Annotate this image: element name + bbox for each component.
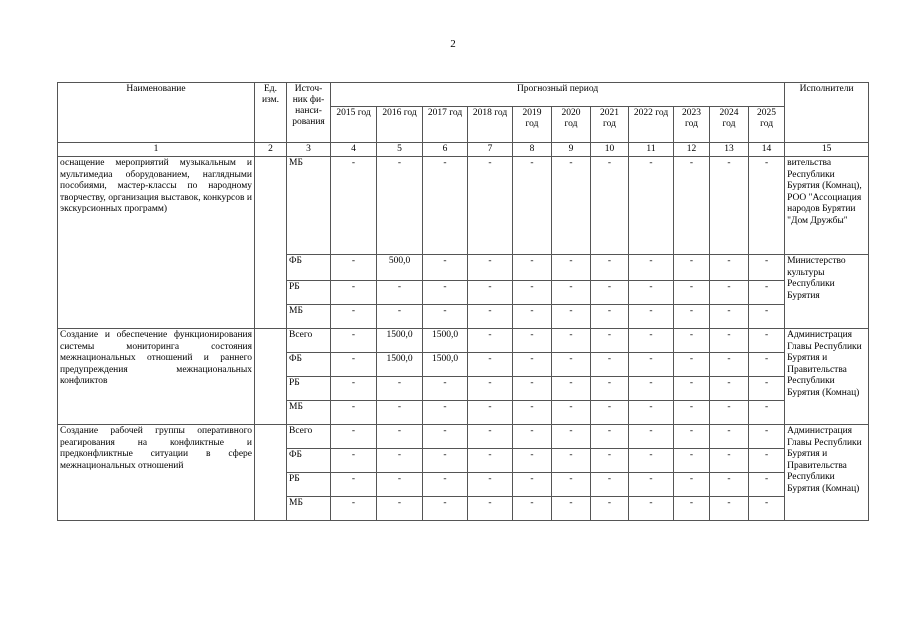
year-value: - xyxy=(674,157,710,255)
year-value: - xyxy=(710,157,749,255)
funding-source: МБ xyxy=(287,157,331,255)
year-value: - xyxy=(591,497,629,521)
year-value: - xyxy=(513,425,552,449)
funding-source: РБ xyxy=(287,281,331,305)
year-value: - xyxy=(377,377,423,401)
year-value: - xyxy=(749,449,785,473)
year-value: - xyxy=(552,281,591,305)
year-value: - xyxy=(710,281,749,305)
funding-source: ФБ xyxy=(287,255,331,281)
executor: вительства Республики Бурятия (Комнац), РОО "Ассоциация народов Бурятии "Дом Дружбы" xyxy=(785,157,869,255)
year-value: - xyxy=(468,329,513,353)
year-value: - xyxy=(331,281,377,305)
year-value: - xyxy=(468,497,513,521)
year-value: - xyxy=(710,497,749,521)
funding-source: Всего xyxy=(287,425,331,449)
column-number: 12 xyxy=(674,143,710,157)
item-unit xyxy=(255,157,287,329)
header-forecast-period: Прогнозный период xyxy=(331,83,785,107)
year-value: - xyxy=(468,157,513,255)
year-value: - xyxy=(710,329,749,353)
year-value: - xyxy=(749,377,785,401)
funding-source: МБ xyxy=(287,497,331,521)
column-number: 11 xyxy=(629,143,674,157)
year-value: - xyxy=(468,255,513,281)
year-value: - xyxy=(629,401,674,425)
year-value: - xyxy=(674,281,710,305)
year-value: - xyxy=(423,425,468,449)
year-value: - xyxy=(423,473,468,497)
year-header: 2018 год xyxy=(468,107,513,143)
year-value: - xyxy=(377,157,423,255)
year-value: - xyxy=(591,353,629,377)
year-value: - xyxy=(710,401,749,425)
year-value: - xyxy=(552,497,591,521)
year-value: - xyxy=(552,157,591,255)
year-header: 2019 год xyxy=(513,107,552,143)
year-value: - xyxy=(591,305,629,329)
year-value: - xyxy=(629,329,674,353)
year-header: 2017 год xyxy=(423,107,468,143)
year-value: - xyxy=(749,353,785,377)
year-value: - xyxy=(674,377,710,401)
year-value: - xyxy=(552,473,591,497)
year-value: - xyxy=(749,305,785,329)
year-value: - xyxy=(629,281,674,305)
year-value: - xyxy=(513,305,552,329)
year-value: - xyxy=(552,425,591,449)
year-header: 2022 год xyxy=(629,107,674,143)
year-value: - xyxy=(423,377,468,401)
year-value: - xyxy=(331,377,377,401)
year-value: - xyxy=(674,449,710,473)
item-name: Создание рабочей группы оперативного реагирования на конфликтные и предконфликтные ситуации в сфере межнациональных отношений xyxy=(58,425,255,521)
year-value: - xyxy=(749,425,785,449)
year-value: - xyxy=(552,449,591,473)
column-number: 4 xyxy=(331,143,377,157)
year-value: - xyxy=(591,377,629,401)
year-value: - xyxy=(749,157,785,255)
page-number: 2 xyxy=(450,38,456,50)
item-unit xyxy=(255,425,287,521)
executor: Министерство культуры Республики Бурятия xyxy=(785,255,869,329)
year-value: - xyxy=(629,377,674,401)
funding-source: МБ xyxy=(287,305,331,329)
year-header: 2015 год xyxy=(331,107,377,143)
column-number: 7 xyxy=(468,143,513,157)
year-value: - xyxy=(749,473,785,497)
column-number: 6 xyxy=(423,143,468,157)
year-value: - xyxy=(468,281,513,305)
year-value: - xyxy=(468,353,513,377)
year-value: - xyxy=(749,255,785,281)
year-value: - xyxy=(468,449,513,473)
year-value: - xyxy=(331,353,377,377)
year-value: - xyxy=(513,377,552,401)
year-value: - xyxy=(377,425,423,449)
item-unit xyxy=(255,329,287,425)
column-number: 9 xyxy=(552,143,591,157)
column-number: 13 xyxy=(710,143,749,157)
year-value: - xyxy=(513,497,552,521)
year-value: - xyxy=(674,353,710,377)
year-value: - xyxy=(468,401,513,425)
year-value: - xyxy=(423,157,468,255)
column-number: 10 xyxy=(591,143,629,157)
year-value: - xyxy=(423,281,468,305)
funding-source: ФБ xyxy=(287,353,331,377)
year-value: - xyxy=(629,449,674,473)
year-value: - xyxy=(674,473,710,497)
year-value: - xyxy=(468,305,513,329)
funding-source: Всего xyxy=(287,329,331,353)
year-value: - xyxy=(423,449,468,473)
executor: Администрация Главы Республики Бурятия и Правительства Республики Бурятия (Комнац) xyxy=(785,329,869,425)
year-header: 2024 год xyxy=(710,107,749,143)
year-value: - xyxy=(552,377,591,401)
header-source: Источ-ник фи-нанси-рования xyxy=(287,83,331,143)
year-value: - xyxy=(710,449,749,473)
item-name: Создание и обеспечение функционирования системы мониторинга состояния межнациональных отношений и раннего предупреждения межнациональных конфликтов xyxy=(58,329,255,425)
year-value: - xyxy=(674,401,710,425)
year-value: - xyxy=(377,305,423,329)
year-value: - xyxy=(377,401,423,425)
column-number: 5 xyxy=(377,143,423,157)
year-value: - xyxy=(710,473,749,497)
year-value: - xyxy=(513,473,552,497)
year-value: - xyxy=(674,305,710,329)
year-value: - xyxy=(331,401,377,425)
executor: Администрация Главы Республики Бурятия и Правительства Республики Бурятия (Комнац) xyxy=(785,425,869,521)
year-value: - xyxy=(552,255,591,281)
year-value: - xyxy=(423,255,468,281)
year-value: - xyxy=(331,255,377,281)
year-value: - xyxy=(629,473,674,497)
year-value: - xyxy=(331,425,377,449)
year-value: - xyxy=(552,329,591,353)
year-value: - xyxy=(674,255,710,281)
header-executors: Исполнители xyxy=(785,83,869,143)
year-value: - xyxy=(468,377,513,401)
year-value: - xyxy=(331,305,377,329)
funding-source: МБ xyxy=(287,401,331,425)
year-value: - xyxy=(710,377,749,401)
year-value: - xyxy=(749,329,785,353)
table-row xyxy=(58,425,869,449)
funding-source: РБ xyxy=(287,377,331,401)
year-value: - xyxy=(552,401,591,425)
year-value: - xyxy=(710,305,749,329)
table-body xyxy=(58,143,869,521)
year-value: - xyxy=(591,473,629,497)
year-value: - xyxy=(591,281,629,305)
year-value: 1500,0 xyxy=(423,353,468,377)
item-name: оснащение мероприятий музыкальным и мультимедиа оборудованием, наглядными пособиями, мастер-классы по народному творчеству, организация выставок, конкурсов и экскурсионных программ) xyxy=(58,157,255,329)
year-value: - xyxy=(591,401,629,425)
year-value: - xyxy=(629,305,674,329)
year-value: - xyxy=(423,497,468,521)
year-value: 1500,0 xyxy=(377,329,423,353)
year-value: - xyxy=(591,449,629,473)
year-value: - xyxy=(710,425,749,449)
year-value: - xyxy=(629,497,674,521)
year-header: 2020 год xyxy=(552,107,591,143)
year-header: 2016 год xyxy=(377,107,423,143)
year-value: - xyxy=(629,255,674,281)
year-value: - xyxy=(749,281,785,305)
year-value: 1500,0 xyxy=(423,329,468,353)
year-value: - xyxy=(377,497,423,521)
year-value: - xyxy=(591,425,629,449)
year-value: - xyxy=(331,449,377,473)
year-value: - xyxy=(468,425,513,449)
year-value: - xyxy=(423,305,468,329)
year-value: - xyxy=(513,157,552,255)
year-value: - xyxy=(377,473,423,497)
year-value: - xyxy=(591,255,629,281)
year-value: - xyxy=(591,157,629,255)
year-value: - xyxy=(674,497,710,521)
year-value: - xyxy=(331,497,377,521)
column-number: 2 xyxy=(255,143,287,157)
year-value: - xyxy=(331,473,377,497)
year-header: 2025 год xyxy=(749,107,785,143)
year-value: - xyxy=(377,449,423,473)
year-value: - xyxy=(674,329,710,353)
header-name: Наименование xyxy=(58,83,255,143)
column-number: 3 xyxy=(287,143,331,157)
header-unit: Ед. изм. xyxy=(255,83,287,143)
year-value: - xyxy=(513,329,552,353)
year-value: - xyxy=(749,401,785,425)
year-value: - xyxy=(513,401,552,425)
year-value: - xyxy=(629,157,674,255)
year-value: - xyxy=(423,401,468,425)
year-value: - xyxy=(629,353,674,377)
table-row xyxy=(58,329,869,353)
forecast-table xyxy=(57,82,869,521)
year-value: - xyxy=(552,305,591,329)
column-number: 1 xyxy=(58,143,255,157)
column-numbers-row xyxy=(58,143,869,157)
year-value: 1500,0 xyxy=(377,353,423,377)
funding-source: ФБ xyxy=(287,449,331,473)
year-value: - xyxy=(513,449,552,473)
year-value: - xyxy=(674,425,710,449)
year-value: - xyxy=(513,353,552,377)
year-value: - xyxy=(552,353,591,377)
year-value: - xyxy=(468,473,513,497)
year-value: - xyxy=(591,329,629,353)
column-number: 14 xyxy=(749,143,785,157)
year-value: - xyxy=(513,281,552,305)
column-number: 15 xyxy=(785,143,869,157)
year-value: - xyxy=(629,425,674,449)
table-row xyxy=(58,157,869,255)
year-value: - xyxy=(331,157,377,255)
year-header: 2021 год xyxy=(591,107,629,143)
year-header: 2023 год xyxy=(674,107,710,143)
year-value: - xyxy=(377,281,423,305)
year-value: - xyxy=(331,329,377,353)
year-value: - xyxy=(749,497,785,521)
funding-source: РБ xyxy=(287,473,331,497)
year-value: - xyxy=(513,255,552,281)
column-number: 8 xyxy=(513,143,552,157)
year-value: - xyxy=(710,353,749,377)
year-value: - xyxy=(710,255,749,281)
year-value: 500,0 xyxy=(377,255,423,281)
